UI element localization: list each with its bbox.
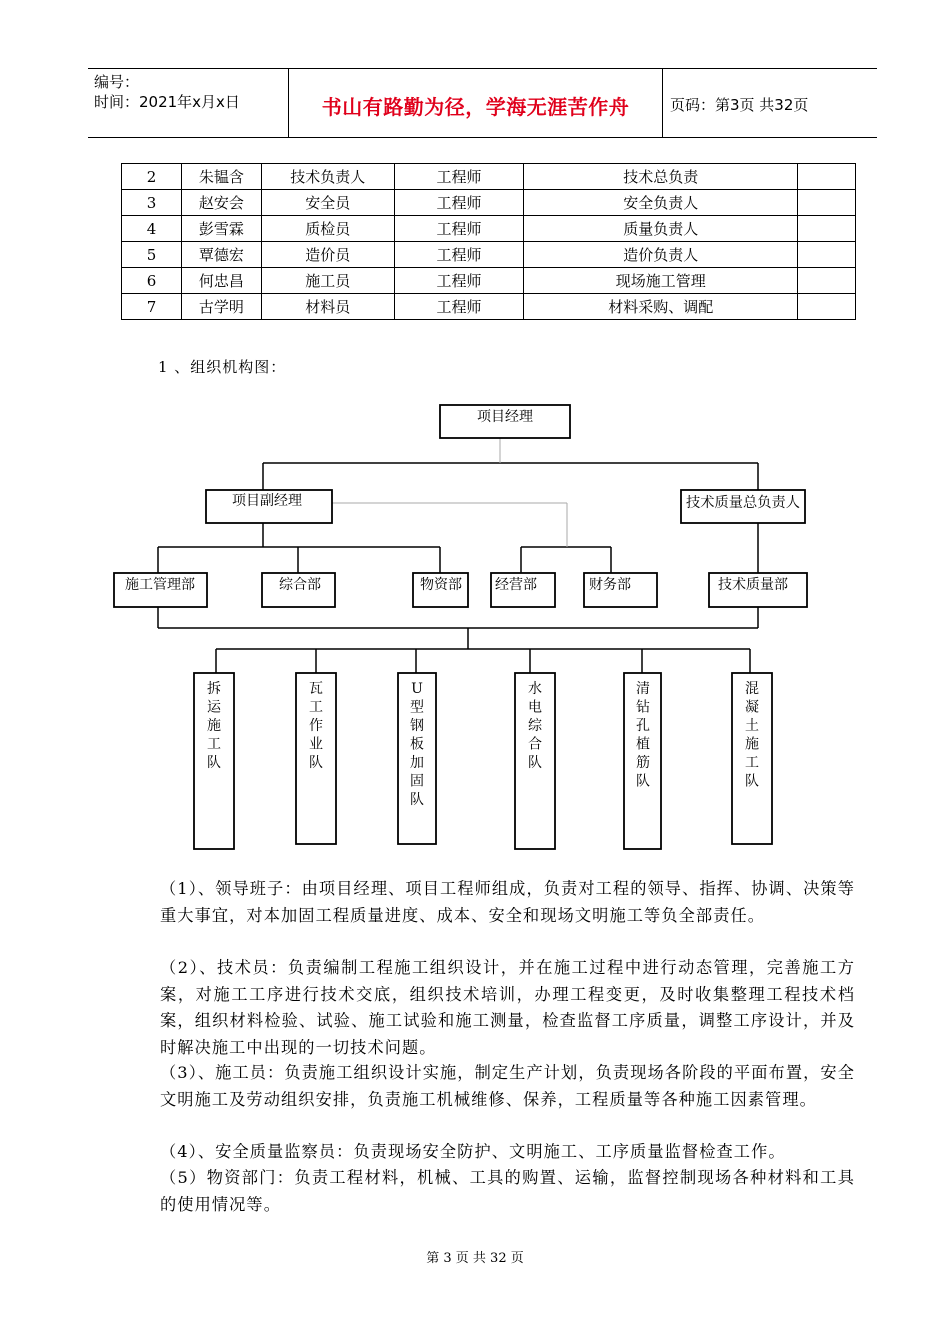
table-cell-no: 3 bbox=[122, 190, 182, 216]
table-cell-name: 古学明 bbox=[181, 294, 261, 320]
time-label: 时间：2021年x月x日 bbox=[94, 93, 240, 111]
label-dept-3: 物资部 bbox=[420, 577, 462, 593]
team-label-6-char: 混 bbox=[745, 681, 759, 697]
label-dept-2: 综合部 bbox=[279, 577, 321, 593]
team-label-6-char: 凝 bbox=[745, 699, 759, 716]
table-cell-name: 何忠昌 bbox=[181, 268, 261, 294]
table-cell-title: 工程师 bbox=[394, 216, 524, 242]
table-cell-name: 覃德宏 bbox=[181, 242, 261, 268]
team-label-4-char: 综 bbox=[528, 718, 542, 734]
section-heading: 1 、组织机构图： bbox=[158, 358, 287, 376]
table-cell-title: 工程师 bbox=[394, 190, 524, 216]
team-label-3-char: 钢 bbox=[410, 718, 424, 734]
team-label-5-char: 植 bbox=[636, 736, 650, 753]
team-label-2-char: 业 bbox=[309, 736, 323, 753]
team-label-4-char: 队 bbox=[528, 755, 542, 771]
team-label-3-char: 型 bbox=[410, 699, 424, 716]
label-dept-6: 技术质量部 bbox=[718, 577, 788, 593]
team-label-1-char: 拆 bbox=[207, 681, 221, 697]
team-label-1-char: 工 bbox=[207, 736, 221, 753]
paragraph-3: （3）、施工员：负责施工组织设计实施，制定生产计划，负责现场各阶段的平面布置，安全文明施工及劳动组织安排，负责施工机械维修、保养，工程质量等各种施工因素管理。 bbox=[160, 1063, 855, 1109]
table-cell-duty: 现场施工管理 bbox=[524, 268, 798, 294]
table-cell-title: 工程师 bbox=[394, 294, 524, 320]
paragraph-4: （4）、安全质量监察员：负责现场安全防护、文明施工、工序质量监督检查工作。 bbox=[160, 1142, 786, 1161]
table-cell-no: 2 bbox=[122, 164, 182, 190]
table-cell-duty: 技术总负责 bbox=[524, 164, 798, 190]
team-label-5-char: 清 bbox=[636, 681, 650, 697]
table-cell-name: 赵安会 bbox=[181, 190, 261, 216]
team-label-4-char: 合 bbox=[528, 736, 542, 753]
table-cell-no: 4 bbox=[122, 216, 182, 242]
team-label-3-char: 队 bbox=[410, 792, 424, 808]
label-deputy-manager: 项目副经理 bbox=[232, 493, 302, 509]
team-label-2-char: 作 bbox=[309, 718, 323, 734]
team-label-2-char: 工 bbox=[309, 699, 323, 716]
label-dept-1: 施工管理部 bbox=[125, 577, 195, 593]
team-label-1-char: 施 bbox=[207, 718, 221, 734]
label-dept-5: 财务部 bbox=[589, 577, 631, 593]
team-label-4-char: 电 bbox=[528, 699, 542, 716]
page-footer: 第 3 页 共 32 页 bbox=[426, 1251, 524, 1266]
label-dept-4: 经营部 bbox=[495, 577, 537, 593]
team-label-6-char: 施 bbox=[745, 736, 759, 753]
table-cell-duty: 安全负责人 bbox=[524, 190, 798, 216]
paragraph-2: （2）、技术员：负责编制工程施工组织设计，并在施工过程中进行动态管理，完善施工方案，对施工工序进行技术交底，组织技术培训，办理工程变更，及时收集整理工程技术档案，组织材料检验、试验、施工试验和施工测量，检查监督工序质量，调整工序设计，并及时解决施工中出现的一切技术问题。 bbox=[160, 958, 855, 1057]
motto: 书山有路勤为径，学海无涯苦作舟 bbox=[321, 95, 630, 119]
table-cell-title: 工程师 bbox=[394, 242, 524, 268]
table-cell-duty: 质量负责人 bbox=[524, 216, 798, 242]
team-label-3-char: 加 bbox=[410, 755, 424, 771]
team-label-5-char: 队 bbox=[636, 773, 650, 790]
table-cell-no: 5 bbox=[122, 242, 182, 268]
team-label-5-char: 孔 bbox=[636, 718, 650, 734]
team-label-2-char: 瓦 bbox=[309, 681, 323, 697]
team-label-2-char: 队 bbox=[309, 755, 323, 771]
table-cell-name: 彭雪霖 bbox=[181, 216, 261, 242]
number-label: 编号： bbox=[94, 73, 140, 91]
team-label-3-char: 固 bbox=[410, 773, 424, 790]
team-label-3-char: 板 bbox=[410, 736, 424, 753]
team-label-5-char: 钻 bbox=[636, 699, 650, 716]
team-label-5-char: 筋 bbox=[636, 755, 650, 771]
table-cell-no: 6 bbox=[122, 268, 182, 294]
label-tech-quality-head: 技术质量总负责人 bbox=[686, 495, 798, 511]
team-label-1-char: 运 bbox=[207, 699, 221, 716]
table-cell-no: 7 bbox=[122, 294, 182, 320]
team-label-4-char: 水 bbox=[528, 681, 542, 697]
table-cell-duty: 材料采购、调配 bbox=[524, 294, 798, 320]
table-cell-role: 质检员 bbox=[261, 216, 394, 242]
table-cell-duty: 造价负责人 bbox=[524, 242, 798, 268]
page-label: 页码：第3页 共32页 bbox=[670, 96, 809, 114]
team-label-6-char: 队 bbox=[745, 773, 759, 790]
table-cell-role: 造价员 bbox=[261, 242, 394, 268]
table-cell-role: 材料员 bbox=[261, 294, 394, 320]
label-project-manager: 项目经理 bbox=[477, 409, 533, 425]
team-label-1-char: 队 bbox=[207, 755, 221, 771]
team-label-3-char: U bbox=[411, 681, 423, 697]
table-cell-role: 施工员 bbox=[261, 268, 394, 294]
team-label-6-char: 工 bbox=[745, 755, 759, 771]
table-cell-title: 工程师 bbox=[394, 164, 524, 190]
table-cell-role: 安全员 bbox=[261, 190, 394, 216]
paragraph-5: （5）物资部门：负责工程材料，机械、工具的购置、运输，监督控制现场各种材料和工具的使用情况等。 bbox=[160, 1168, 855, 1214]
table-cell-role: 技术负责人 bbox=[261, 164, 394, 190]
table-cell-title: 工程师 bbox=[394, 268, 524, 294]
paragraph-1: （1）、领导班子：由项目经理、项目工程师组成，负责对工程的领导、指挥、协调、决策等重大事宜，对本加固工程质量进度、成本、安全和现场文明施工等负全部责任。 bbox=[160, 879, 855, 925]
team-label-6-char: 土 bbox=[745, 718, 759, 734]
table-cell-name: 朱韫含 bbox=[181, 164, 261, 190]
